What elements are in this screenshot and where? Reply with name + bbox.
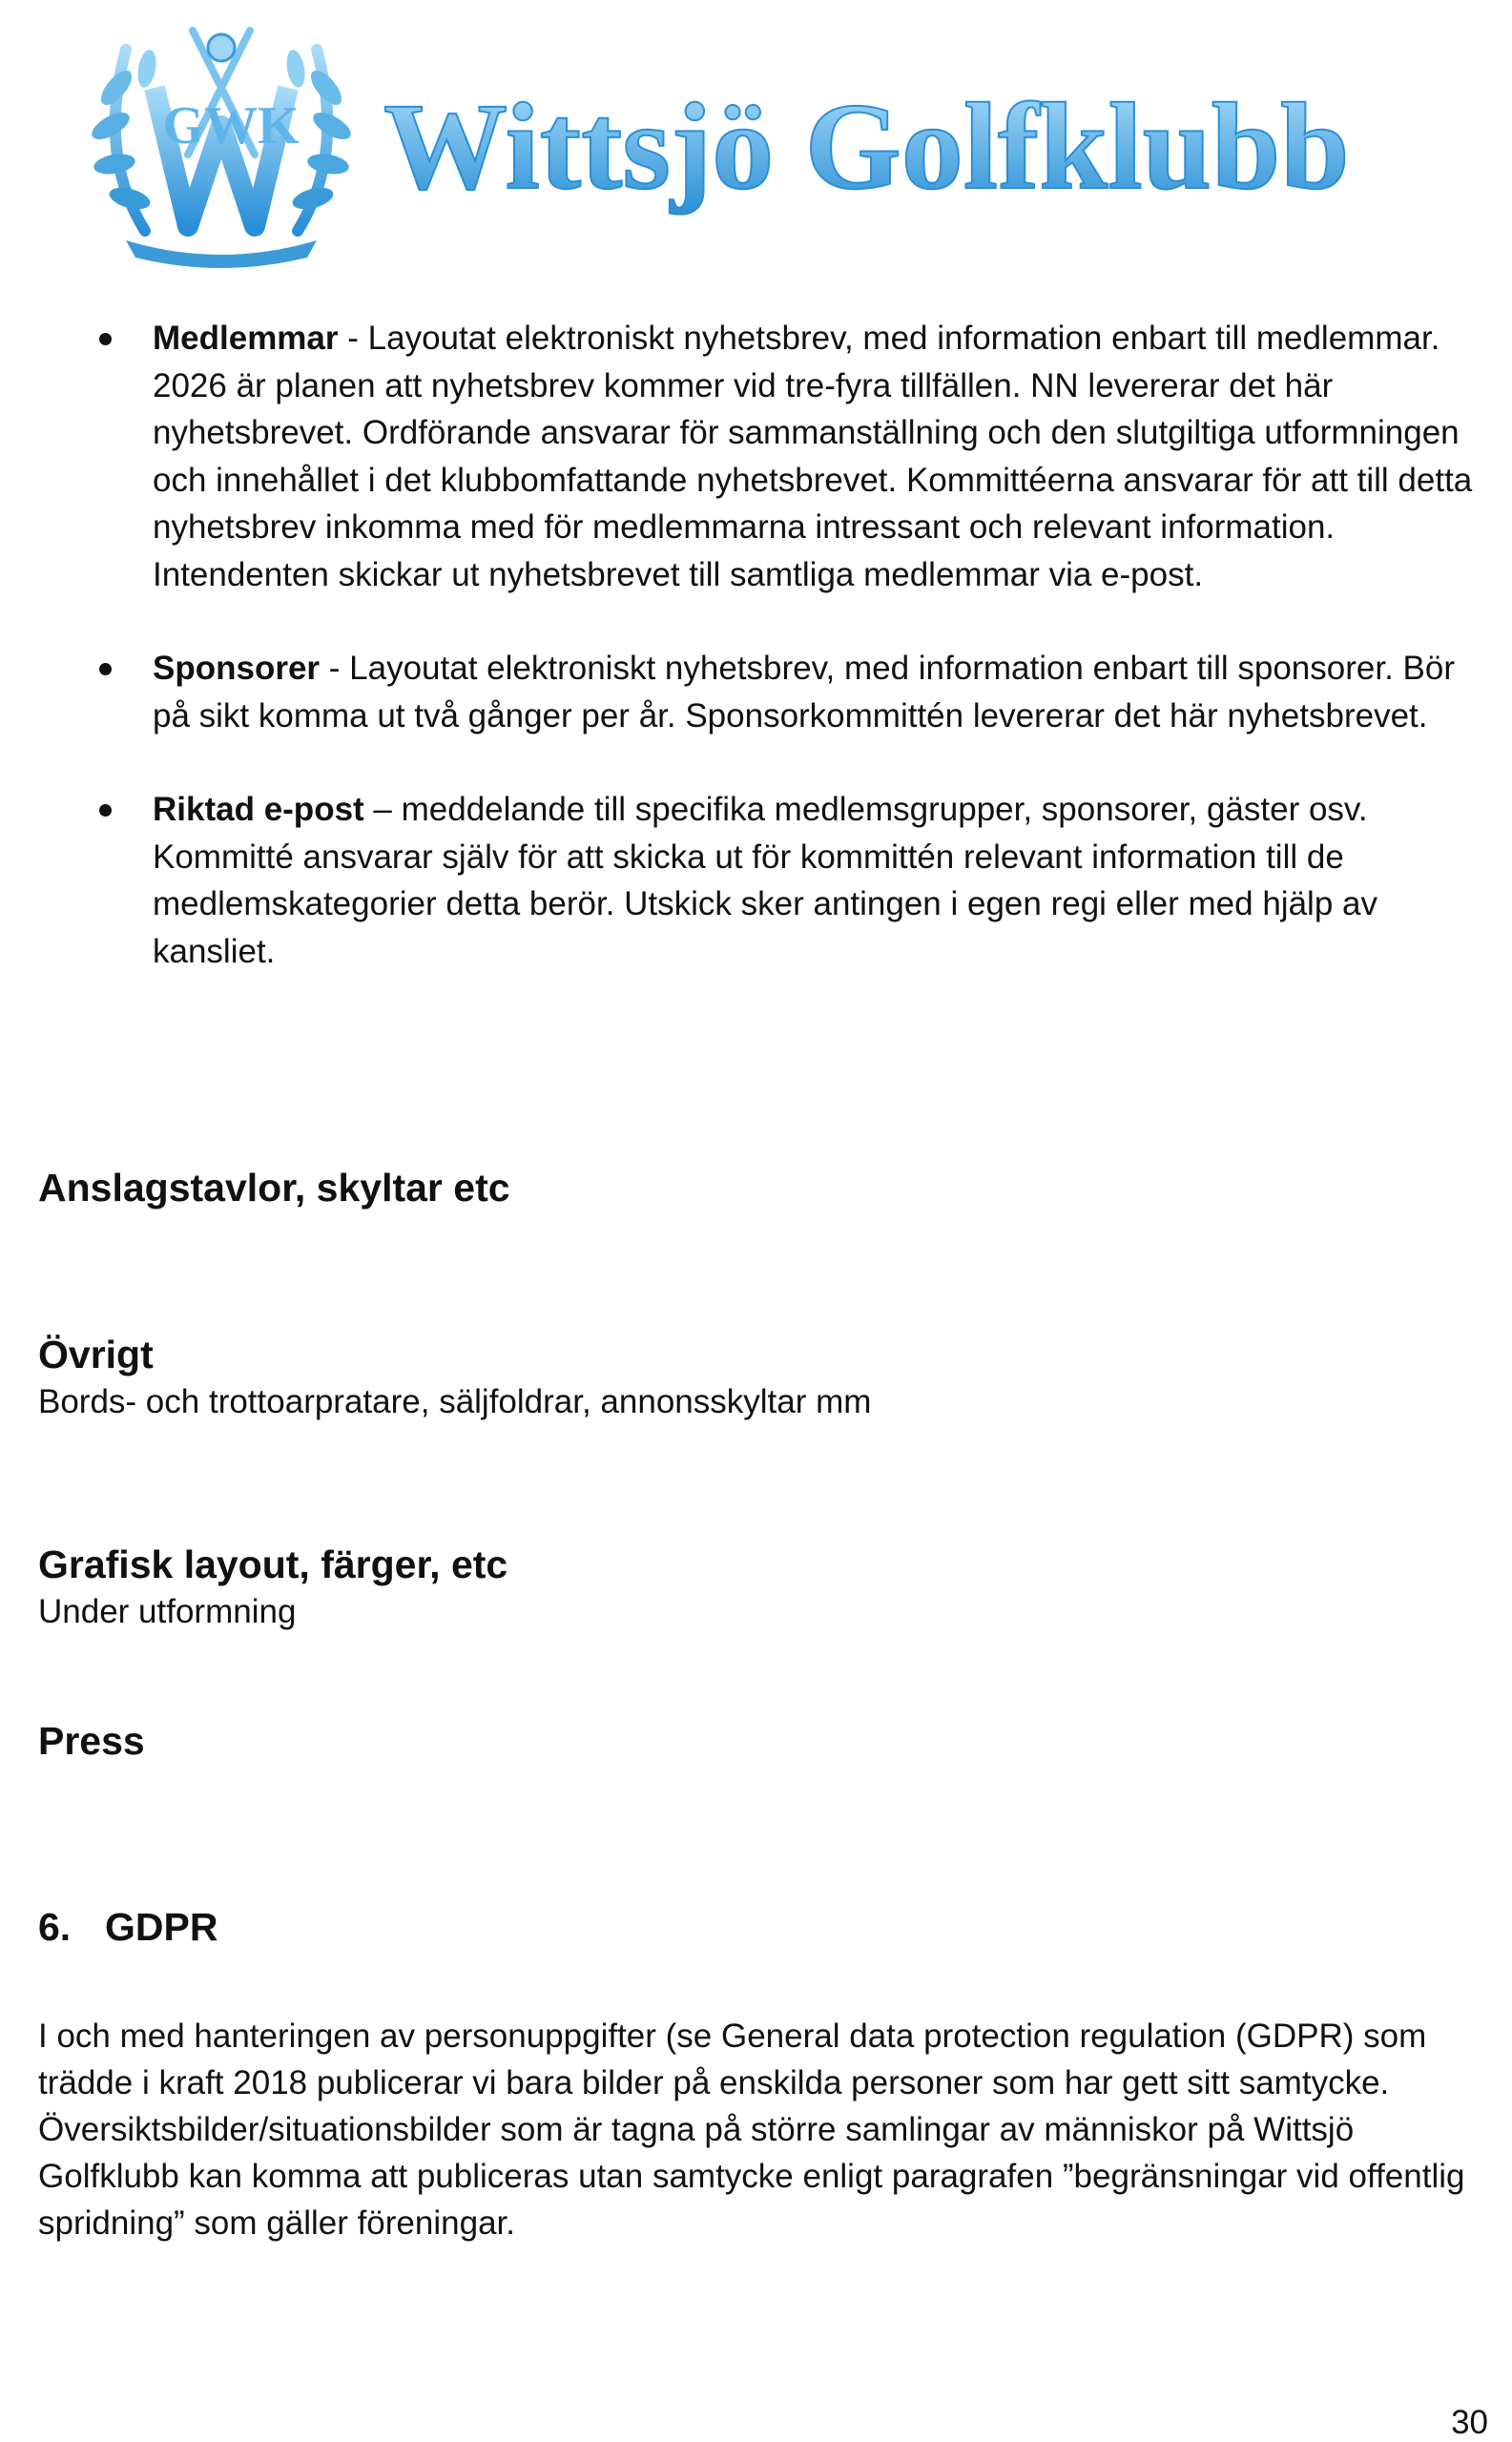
heading-press: Press — [38, 1719, 145, 1763]
list-item-text: - Layoutat elektroniskt nyhetsbrev, med information enbart till medlemmar. 2026 är planen att nyhetsbrev kommer vid tre-fyra tillfällen. NN levererar det här nyhetsbrevet. Ordförande ansvarar för sammanställning och den slutgiltiga utformningen och innehållet i det klubbomfattande nyhetsbrevet. Kommittéerna ansvarar för att till detta nyhetsbrev inkomma med för medlemmarna intressant och relevant information. Intendenten skickar ut nyhetsbrevet till samtliga medlemmar via e-post. — [153, 320, 1473, 593]
section-number: 6. — [38, 1905, 72, 1949]
newsletter-list — [153, 315, 1479, 1022]
list-item-title: Riktad e-post — [153, 791, 364, 828]
logo-emblem-text: GWK — [162, 96, 300, 155]
heading-anslagstavlor: Anslagstavlor, skyltar etc — [38, 1166, 510, 1210]
heading-grafisk-layout: Grafisk layout, färger, etc — [38, 1542, 508, 1586]
list-item-medlemmar — [153, 315, 1479, 598]
list-item-text: - Layoutat elektroniskt nyhetsbrev, med information enbart till sponsorer. Bör på sikt komma ut två gånger per år. Sponsorkommittén levererar det här nyhetsbrevet. — [153, 650, 1455, 735]
logo-wordmark: Wittsjö Golfklubb — [383, 78, 1350, 216]
list-item-text: – meddelande till specifika medlemsgrupper, sponsorer, gäster osv. Kommitté ansvarar själv för att skicka ut för kommittén relevant information till de medlemskategorier detta berör. Utskick sker antingen i egen regi eller med hjälp av kansliet. — [153, 791, 1377, 970]
page-number: 30 — [1451, 2404, 1488, 2441]
grafisk-layout-text: Under utformning — [38, 1593, 297, 1630]
list-item-sponsorer — [153, 645, 1479, 739]
heading-ovrigt: Övrigt — [38, 1333, 154, 1376]
ovrigt-text: Bords- och trottoarpratare, säljfoldrar, annonsskyltar mm — [38, 1383, 872, 1420]
section-title: GDPR — [105, 1905, 218, 1949]
list-item-riktad-epost — [153, 786, 1479, 975]
heading-gdpr — [38, 1903, 217, 1951]
list-item-title: Medlemmar — [153, 320, 339, 357]
list-item-title: Sponsorer — [153, 650, 321, 687]
gdpr-text: I och med hanteringen av personuppgifter (se General data protection regulation (GDPR) som trädde i kraft 2018 publicerar vi bara bilder på enskilda personer som har gett sitt samtycke. Översiktsbilder/situationsbilder som är tagna på större samlingar av människor på Wittsjö Golfklubb kan komma att publiceras utan samtycke enligt paragrafen ”begränsningar vid offentlig spridning” som gäller föreningar. — [38, 2018, 1465, 2242]
